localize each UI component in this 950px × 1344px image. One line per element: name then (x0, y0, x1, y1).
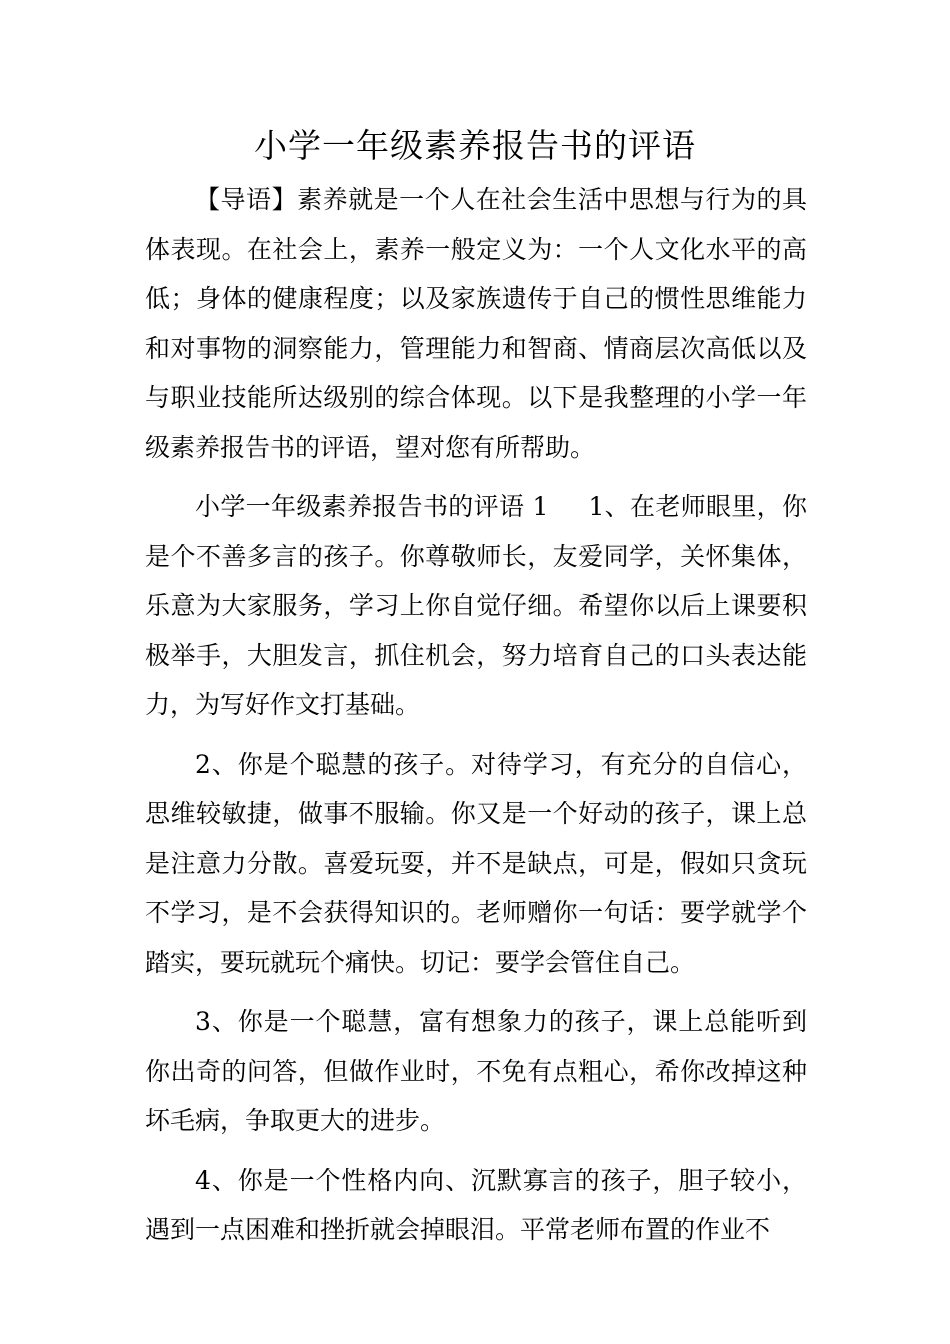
comment-paragraph-1 (145, 482, 807, 730)
intro-paragraph: 【导语】素养就是一个人在社会生活中思想与行为的具体表现。在社会上，素养一般定义为：一个人文化水平的高低；身体的健康程度；以及家族遗传于自己的惯性思维能力和对事物的洞察能力，管理能力和智商、情商层次高低以及与职业技能所达级别的综合体现。以下是我整理的小学一年级素养报告书的评语，望对您有所帮助。 (145, 185, 807, 462)
comment-1-text: 1、在老师眼里，你是个不善多言的孩子。你尊敬师长，友爱同学，关怀集体，乐意为大家服务，学习上你自觉仔细。希望你以后上课要积极举手，大胆发言，抓住机会，努力培育自己的口头表达能力，为写好作文打基础。 (145, 492, 807, 719)
document-body (145, 175, 807, 1264)
comment-paragraph-3: 3、你是一个聪慧，富有想象力的孩子，课上总能听到你出奇的问答，但做作业时，不免有点粗心，希你改掉这种坏毛病，争取更大的进步。 (145, 1007, 807, 1135)
section-heading: 小学一年级素养报告书的评语 1 (195, 492, 549, 521)
document-title: 小学一年级素养报告书的评语 (254, 126, 696, 165)
comment-paragraph-2: 2、你是个聪慧的孩子。对待学习，有充分的自信心，思维较敏捷，做事不服输。你又是一个好动的孩子，课上总是注意力分散。喜爱玩耍，并不是缺点，可是，假如只贪玩不学习，是不会获得知识的。老师赠你一句话：要学就学个踏实，要玩就玩个痛快。切记：要学会管住自己。 (145, 749, 807, 977)
comment-paragraph-4: 4、你是一个性格内向、沉默寡言的孩子，胆子较小，遇到一点困难和挫折就会掉眼泪。平常老师布置的作业不 (145, 1165, 807, 1244)
